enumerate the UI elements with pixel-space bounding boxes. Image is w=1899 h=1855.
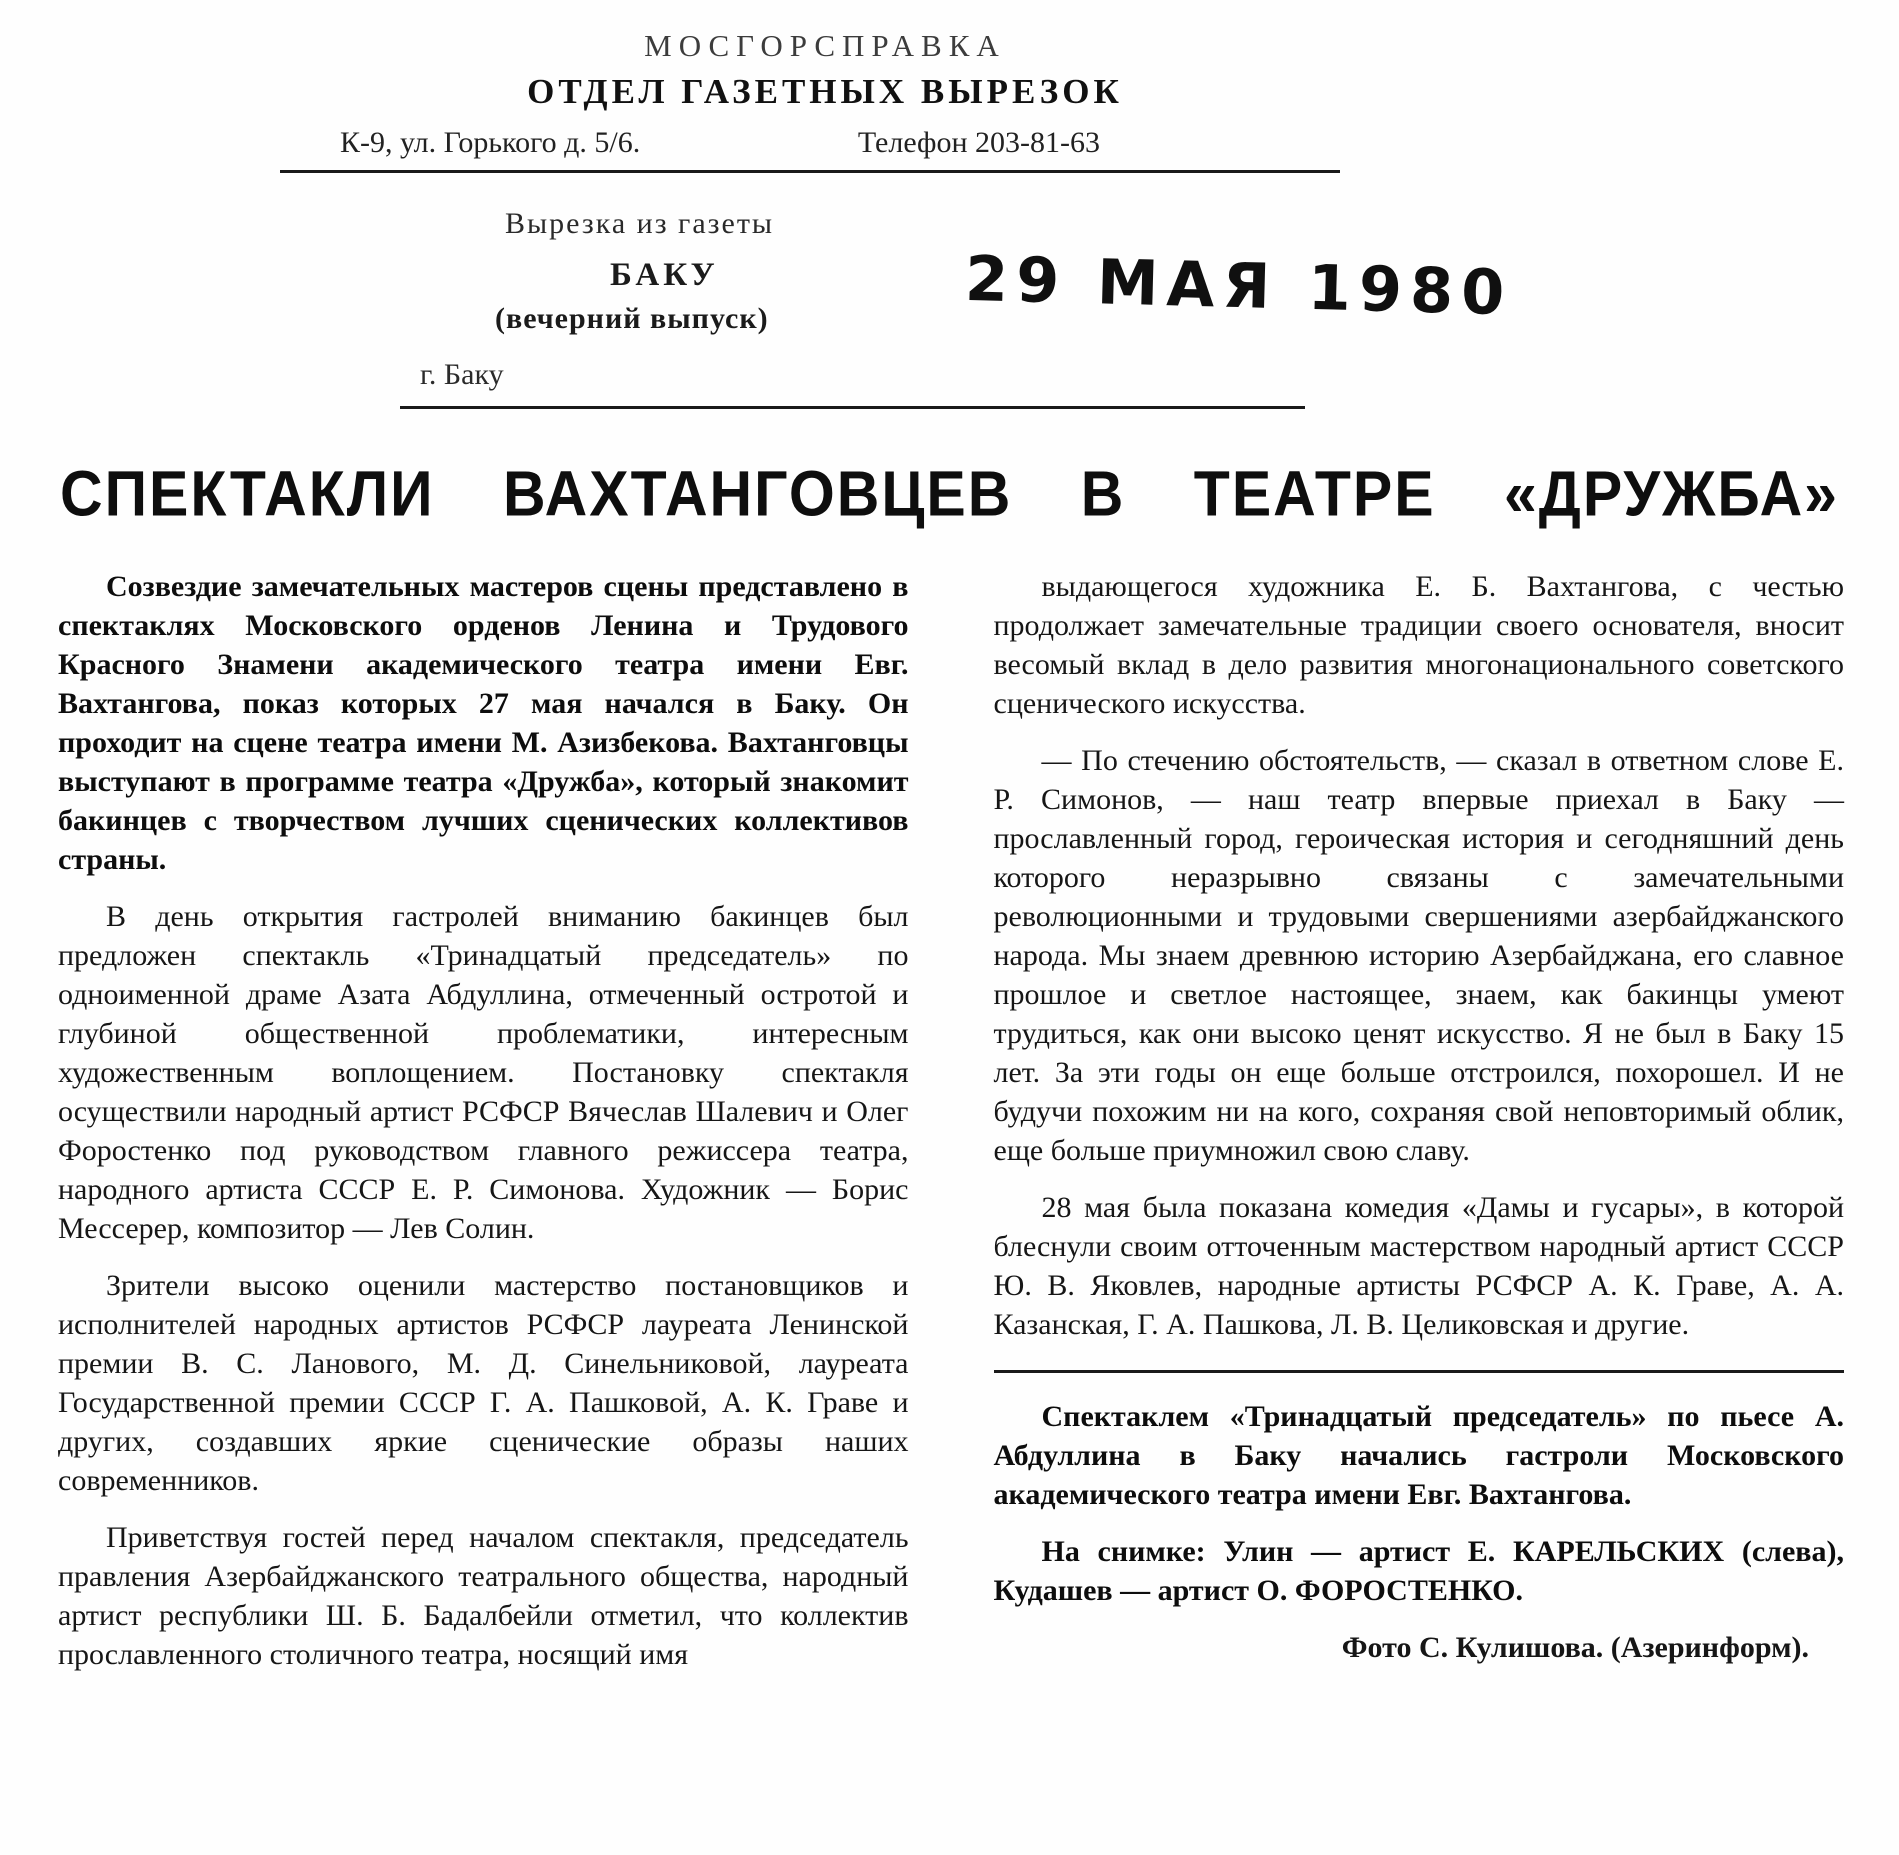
article-paragraph: выдающегося художника Е. Б. Вахтангова, с честью продолжает замечательные традиции своего основателя, вносит весомый вклад в дело развития многонационального советского сценического искусства.: [993, 570, 1844, 720]
caption-divider: [994, 1370, 1845, 1373]
agency-phone: Телефон 203-81-63: [857, 126, 1100, 159]
article-paragraph: Созвездие замечательных мастеров сцены представлено в спектаклях Московского орденов Ленина и Трудового Красного Знамени академического театра имени Евг. Вахтангова, показ которых 27 мая начался в Баку. Он проходит на сцене театра имени М. Азизбекова. Вахтанговцы выступают в программе театра «Дружба», который знакомит бакинцев с творчеством лучших сценических коллективов страны.: [58, 570, 909, 876]
article-body: [0, 525, 1899, 1732]
date-stamp: 29 МАЯ 1980: [964, 241, 1514, 330]
caption-paragraph: Спектаклем «Тринадцатый председатель» по пьесе А. Абдуллина в Баку начались гастроли Московского академического театра имени Евг. Вахтангова.: [993, 1400, 1844, 1511]
clipping-service-header: [250, 28, 1400, 173]
agency-address: К-9, ул. Горького д. 5/6.: [340, 126, 641, 159]
photo-credit: Фото С. Кулишова. (Азеринформ).: [1341, 1631, 1809, 1664]
newspaper-edition: (вечерний выпуск): [495, 302, 769, 335]
newspaper-city: г. Баку: [420, 358, 504, 391]
newspaper-name: БАКУ: [610, 257, 719, 293]
article-paragraph: Зрители высоко оценили мастерство постановщиков и исполнителей народных артистов РСФСР лауреата Ленинской премии В. С. Ланового, М. Д. Синельниковой, лауреата Государственной премии СССР Г. А. Пашковой, А. К. Граве и других, создавших яркие сценические образы наших современников.: [58, 1269, 909, 1497]
agency-contact-row: [340, 126, 1100, 160]
agency-name: МОСГОРСПРАВКА: [644, 28, 1006, 63]
article-paragraph: — По стечению обстоятельств, — сказал в ответном слове Е. Р. Симонов, — наш театр впервые приехал в Баку — прославленный город, героическая история и сегодняшний день которого неразрывно связаны с замечательными революционными и трудовыми свершениями азербайджанского народа. Мы знаем древнюю историю Азербайджана, его славное прошлое и светлое настоящее, знаем, как бакинцы умеют трудиться, как они высоко ценят искусство. Я не был в Баку 15 лет. За эти годы он еще больше отстроился, похорошел. И не будучи похожим ни на кого, сохраняя свой неповторимый облик, еще больше приумножил свою славу.: [993, 744, 1844, 1167]
article-paragraph: 28 мая была показана комедия «Дамы и гусары», в которой блеснули своим отточенным мастерством народный артист СССР Ю. В. Яковлев, народные артисты РСФСР А. К. Граве, А. А. Казанская, Г. А. Пашкова, Л. В. Целиковская и другие.: [993, 1191, 1844, 1341]
agency-department: ОТДЕЛ ГАЗЕТНЫХ ВЫРЕЗОК: [527, 72, 1123, 111]
caption-paragraph: На снимке: Улин — артист Е. КАРЕЛЬСКИХ (слева), Кудашев — артист О. ФОРОСТЕНКО.: [993, 1535, 1844, 1607]
article-headline: СПЕКТАКЛИ ВАХТАНГОВЦЕВ В ТЕАТРЕ «ДРУЖБА»: [60, 458, 1839, 530]
article-paragraph: Приветствуя гостей перед началом спектакля, председатель правления Азербайджанского театрального общества, народный артист республики Ш. Б. Бадалбейли отметил, что коллектив прославленного столичного театра, носящий имя: [58, 1521, 909, 1671]
meta-divider: [400, 406, 1305, 409]
header-divider: [280, 170, 1340, 173]
article-paragraph: В день открытия гастролей вниманию бакинцев был предложен спектакль «Тринадцатый председатель» по одноименной драме Азата Абдуллина, отмеченный остротой и глубиной общественной проблематики, интересным художественным воплощением. Постановку спектакля осуществили народный артист РСФСР Вячеслав Шалевич и Олег Форостенко под руководством главного режиссера театра, народного артиста СССР Е. Р. Симонова. Художник — Борис Мессерер, композитор — Лев Солин.: [58, 900, 909, 1245]
article-column-right: [994, 567, 1845, 1692]
clipping-label: Вырезка из газеты: [505, 207, 775, 240]
article-column-left: [58, 567, 909, 1692]
clipping-meta: [0, 207, 1899, 409]
